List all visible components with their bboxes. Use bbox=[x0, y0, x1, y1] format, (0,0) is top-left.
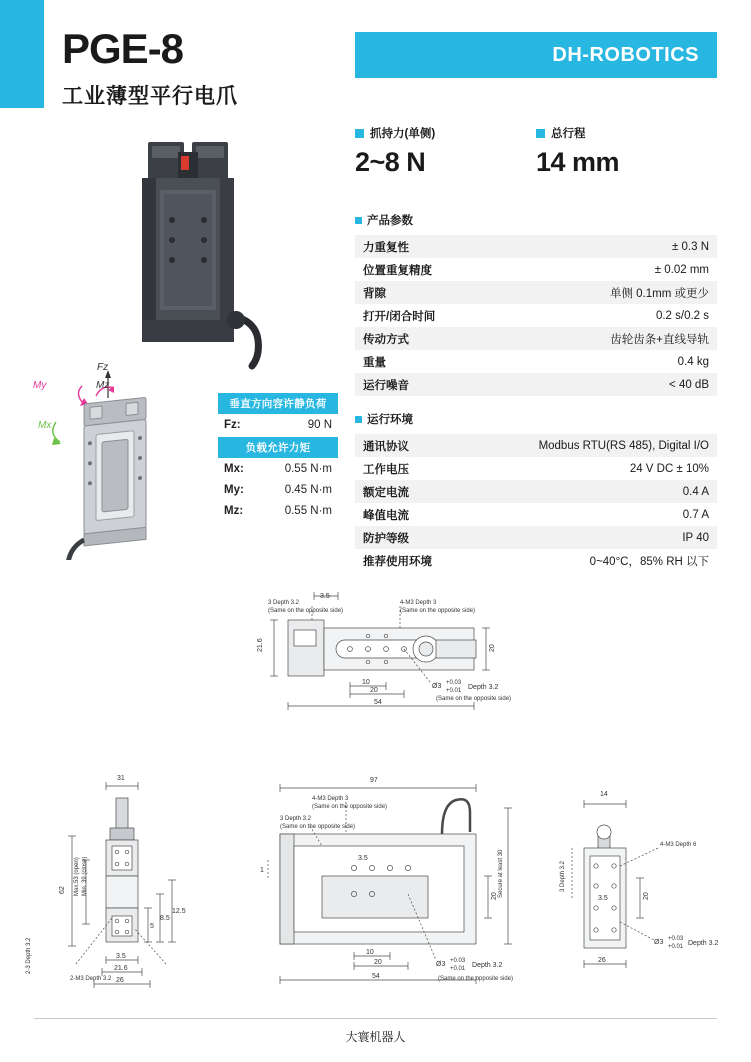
param-value: 0.2 s/0.2 s bbox=[655, 309, 709, 322]
svg-text:14: 14 bbox=[600, 791, 608, 798]
moment-value-my: 0.45 N·m bbox=[284, 483, 332, 496]
svg-text:(Same on the opposite side): (Same on the opposite side) bbox=[438, 976, 514, 982]
svg-text:3.5: 3.5 bbox=[358, 855, 368, 862]
svg-text:20: 20 bbox=[489, 644, 496, 652]
svg-text:4-M3 Depth 6: 4-M3 Depth 6 bbox=[660, 842, 697, 848]
runtime-env-table bbox=[355, 434, 717, 572]
svg-text:21.6: 21.6 bbox=[114, 965, 128, 972]
svg-text:8.5: 8.5 bbox=[160, 915, 170, 922]
axis-label-mx: Mx bbox=[38, 420, 52, 431]
highlight-label: 抓持力(单侧) bbox=[370, 128, 436, 140]
param-key: 打开/闭合时间 bbox=[363, 310, 436, 323]
highlight-label: 总行程 bbox=[551, 128, 586, 140]
highlight-stroke bbox=[536, 125, 717, 178]
section-title: 运行环境 bbox=[367, 414, 413, 426]
svg-text:20: 20 bbox=[374, 959, 382, 966]
moment-value-mx: 0.55 N·m bbox=[284, 462, 332, 475]
svg-text:Depth 3.2: Depth 3.2 bbox=[472, 962, 503, 969]
table-row bbox=[355, 526, 717, 549]
param-value: 24 V DC ± 10% bbox=[629, 462, 709, 475]
axis-label-fz: Fz bbox=[97, 362, 109, 373]
axis-label-mz: Mz bbox=[96, 380, 110, 391]
svg-text:21.6: 21.6 bbox=[257, 638, 264, 652]
bullet-square-icon bbox=[355, 129, 364, 138]
drawing-left-view bbox=[24, 768, 224, 1008]
svg-text:3.5: 3.5 bbox=[598, 895, 608, 902]
svg-text:+0.03: +0.03 bbox=[446, 680, 462, 686]
svg-text:Min. 39 (close): Min. 39 (close) bbox=[82, 856, 88, 896]
svg-text:31: 31 bbox=[117, 775, 125, 782]
svg-text:10: 10 bbox=[366, 949, 374, 956]
bullet-square-icon bbox=[355, 416, 362, 423]
brand-label: DH-ROBOTICS bbox=[552, 43, 699, 66]
table-row bbox=[355, 434, 717, 457]
svg-text:+0.03: +0.03 bbox=[668, 936, 684, 942]
table-row bbox=[355, 258, 717, 281]
param-value: 单侧 0.1mm 或更少 bbox=[609, 287, 709, 300]
table-row bbox=[355, 235, 717, 258]
accent-bar bbox=[0, 0, 44, 108]
svg-text:20: 20 bbox=[370, 687, 378, 694]
param-key: 工作电压 bbox=[363, 463, 409, 476]
moment-load-table bbox=[218, 458, 338, 521]
table-row bbox=[355, 503, 717, 526]
svg-text:97: 97 bbox=[370, 777, 378, 784]
svg-text:Max.53 (open): Max.53 (open) bbox=[74, 857, 80, 896]
highlight-value: 14 mm bbox=[536, 147, 620, 177]
param-key: 背隙 bbox=[363, 287, 386, 300]
param-value: 0.4 A bbox=[682, 485, 709, 498]
param-key: 重量 bbox=[363, 356, 386, 369]
svg-text:54: 54 bbox=[374, 699, 382, 706]
svg-text:3.5: 3.5 bbox=[320, 593, 330, 600]
moment-value-mz: 0.55 N·m bbox=[284, 504, 332, 517]
svg-text:Depth 3.2: Depth 3.2 bbox=[688, 940, 719, 947]
page-subtitle: 工业薄型平行电爪 bbox=[62, 85, 238, 108]
static-load-table bbox=[218, 414, 338, 435]
runtime-env-section bbox=[355, 411, 717, 572]
param-key: 峰值电流 bbox=[363, 509, 409, 522]
param-value: Modbus RTU(RS 485), Digital I/O bbox=[538, 439, 709, 452]
highlight-value: 2~8 N bbox=[355, 147, 426, 177]
table-row bbox=[218, 458, 338, 479]
table-row bbox=[355, 304, 717, 327]
param-key: 力重复性 bbox=[363, 241, 409, 254]
svg-text:10: 10 bbox=[362, 679, 370, 686]
table-row bbox=[218, 500, 338, 521]
svg-text:5: 5 bbox=[150, 923, 154, 930]
bullet-square-icon bbox=[536, 129, 545, 138]
svg-text:(Same on the opposite side): (Same on the opposite side) bbox=[436, 696, 512, 702]
table-row bbox=[355, 281, 717, 304]
moment-key-mx: Mx: bbox=[224, 462, 244, 475]
param-value: ± 0.02 mm bbox=[654, 263, 709, 276]
param-key: 防护等级 bbox=[363, 532, 409, 545]
svg-text:+0.01: +0.01 bbox=[450, 966, 466, 972]
param-key: 位置重复精度 bbox=[363, 264, 432, 277]
param-value: ± 0.3 N bbox=[672, 240, 709, 253]
param-key: 通讯协议 bbox=[363, 440, 409, 453]
footer-divider bbox=[34, 1018, 717, 1019]
svg-text:2-3 Depth 3.2: 2-3 Depth 3.2 bbox=[26, 937, 32, 974]
svg-text:+0.03: +0.03 bbox=[450, 958, 466, 964]
static-load-key: Fz: bbox=[224, 418, 241, 431]
param-value: 齿轮齿条+直线导轨 bbox=[610, 333, 709, 346]
svg-text:20: 20 bbox=[643, 892, 650, 900]
table-row bbox=[355, 373, 717, 396]
svg-text:3 Depth 3.2: 3 Depth 3.2 bbox=[268, 600, 300, 606]
svg-text:3.5: 3.5 bbox=[116, 953, 126, 960]
svg-text:(Same on the opposite side): (Same on the opposite side) bbox=[400, 608, 476, 614]
param-value: 0.7 A bbox=[682, 508, 709, 521]
param-key: 推荐使用环境 bbox=[363, 555, 432, 568]
svg-text:26: 26 bbox=[598, 957, 606, 964]
param-value: 0.4 kg bbox=[677, 355, 709, 368]
param-key: 传动方式 bbox=[363, 333, 409, 346]
svg-text:(Same on the opposite side): (Same on the opposite side) bbox=[280, 824, 356, 830]
table-row bbox=[355, 327, 717, 350]
svg-text:62: 62 bbox=[59, 886, 66, 894]
svg-text:3 Depth 3.2: 3 Depth 3.2 bbox=[560, 860, 566, 892]
svg-text:2-M3 Depth 3.2: 2-M3 Depth 3.2 bbox=[70, 976, 112, 982]
static-load-title: 垂直方向容许静负荷 bbox=[218, 393, 338, 414]
svg-text:Secure at least 30: Secure at least 30 bbox=[498, 849, 504, 898]
svg-text:20: 20 bbox=[491, 892, 498, 900]
svg-text:+0.01: +0.01 bbox=[446, 688, 462, 694]
product-params-table bbox=[355, 235, 717, 396]
bullet-square-icon bbox=[355, 217, 362, 224]
load-tables bbox=[218, 393, 338, 521]
drawing-front-view bbox=[250, 768, 540, 1008]
table-row bbox=[355, 457, 717, 480]
product-photo-main bbox=[60, 120, 330, 370]
param-value: 0~40°C，85% RH 以下 bbox=[589, 555, 709, 568]
footer-company: 大寰机器人 bbox=[345, 1030, 406, 1044]
svg-text:3 Depth 3.2: 3 Depth 3.2 bbox=[280, 816, 312, 822]
title-block bbox=[62, 25, 342, 110]
page-title: PGE-8 bbox=[62, 25, 184, 72]
svg-text:+0.01: +0.01 bbox=[668, 944, 684, 950]
svg-text:(Same on the opposite side): (Same on the opposite side) bbox=[268, 608, 344, 614]
param-key: 运行噪音 bbox=[363, 379, 409, 392]
table-row bbox=[355, 480, 717, 503]
param-key: 额定电流 bbox=[363, 486, 409, 499]
drawing-right-view bbox=[550, 782, 730, 992]
drawing-top-view bbox=[250, 590, 540, 735]
moment-key-mz: Mz: bbox=[224, 504, 244, 517]
highlight-row bbox=[355, 125, 717, 178]
param-value: IP 40 bbox=[682, 531, 709, 544]
table-row bbox=[218, 479, 338, 500]
axis-label-my: My bbox=[33, 380, 47, 391]
product-params-section bbox=[355, 212, 717, 396]
svg-text:Depth 3.2: Depth 3.2 bbox=[468, 684, 499, 691]
product-photo-moments bbox=[34, 360, 224, 560]
svg-text:1: 1 bbox=[260, 867, 264, 874]
svg-text:Ø3: Ø3 bbox=[654, 939, 664, 946]
moment-load-title: 负载允许力矩 bbox=[218, 437, 338, 458]
static-load-value: 90 N bbox=[307, 418, 332, 431]
svg-text:54: 54 bbox=[372, 973, 380, 980]
brand-banner bbox=[355, 32, 717, 78]
section-title: 产品参数 bbox=[367, 215, 413, 227]
svg-text:4-M3 Depth 3: 4-M3 Depth 3 bbox=[312, 796, 349, 802]
highlight-grip-force bbox=[355, 125, 536, 178]
param-value: < 40 dB bbox=[669, 378, 709, 391]
svg-text:Ø3: Ø3 bbox=[436, 961, 446, 968]
svg-text:4-M3 Depth 3: 4-M3 Depth 3 bbox=[400, 600, 437, 606]
svg-text:Ø3: Ø3 bbox=[432, 683, 442, 690]
moment-key-my: My: bbox=[224, 483, 244, 496]
table-row bbox=[218, 414, 338, 435]
table-row bbox=[355, 549, 717, 572]
table-row bbox=[355, 350, 717, 373]
svg-text:12.5: 12.5 bbox=[172, 908, 186, 915]
svg-text:(Same on the opposite side): (Same on the opposite side) bbox=[312, 804, 388, 810]
svg-text:26: 26 bbox=[116, 977, 124, 984]
